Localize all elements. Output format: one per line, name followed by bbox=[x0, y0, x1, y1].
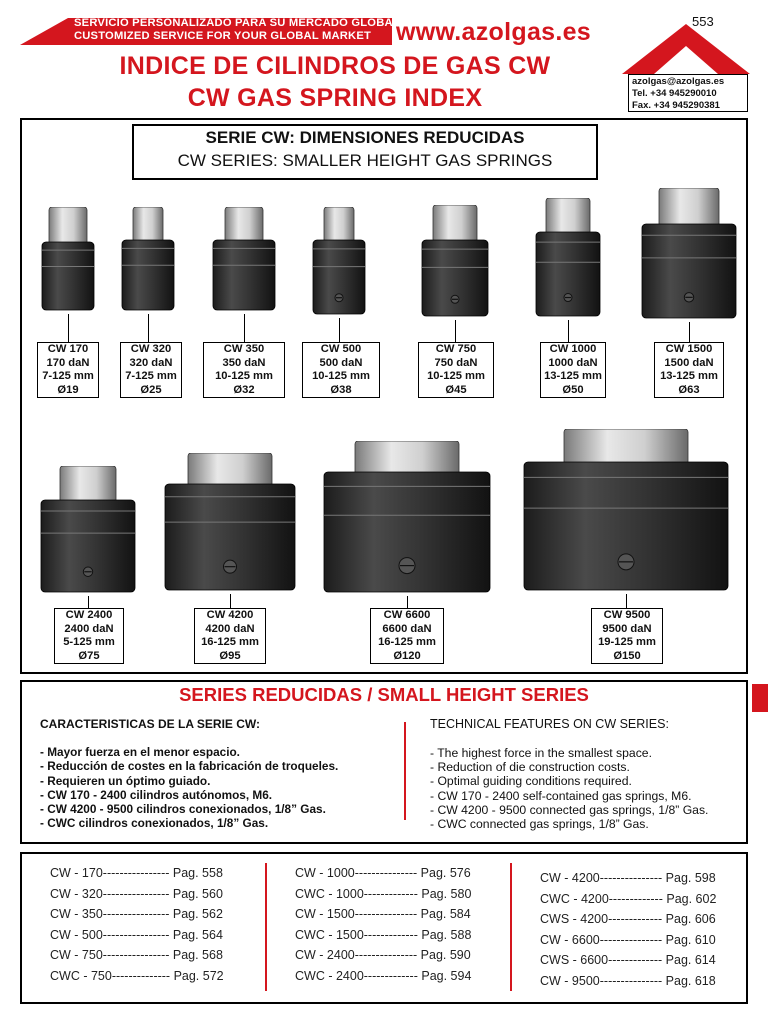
cylinder-stroke: 13-125 mm bbox=[660, 370, 718, 382]
cylinder-model: CW 9500 bbox=[603, 609, 651, 621]
cylinder-diameter: Ø45 bbox=[445, 383, 467, 396]
gas-spring-drawing bbox=[522, 429, 730, 594]
cylinder-stroke: 5-125 mm bbox=[63, 636, 115, 648]
label-leader-line bbox=[148, 314, 149, 342]
label-leader-line bbox=[689, 322, 690, 342]
index-entry[interactable]: CWC - 2400------------- Pag. 594 bbox=[295, 968, 472, 983]
index-entry[interactable]: CWS - 6600------------- Pag. 614 bbox=[540, 953, 716, 968]
gas-spring-drawing bbox=[534, 198, 602, 320]
cylinder-diameter: Ø63 bbox=[678, 383, 700, 396]
cylinder-spec-label bbox=[654, 342, 724, 398]
cylinder-force: 320 daN bbox=[129, 356, 173, 369]
cylinder-diameter: Ø120 bbox=[393, 649, 421, 662]
cylinder-diameter: Ø32 bbox=[233, 383, 255, 396]
index-entry[interactable]: CW - 2400--------------- Pag. 590 bbox=[295, 948, 471, 963]
index-entry[interactable]: CWC - 750-------------- Pag. 572 bbox=[50, 968, 224, 983]
gas-spring-drawing bbox=[311, 207, 367, 318]
series-box bbox=[132, 124, 598, 180]
index-entry[interactable]: CW - 4200--------------- Pag. 598 bbox=[540, 871, 716, 885]
cylinder-spec-label bbox=[120, 342, 182, 398]
features-list-en bbox=[430, 746, 708, 831]
gas-spring-image bbox=[522, 429, 730, 594]
gas-spring-drawing bbox=[40, 207, 96, 314]
cylinder-model: CW 750 bbox=[435, 343, 477, 355]
gas-spring-image bbox=[311, 207, 367, 318]
cylinder-model: CW 1500 bbox=[665, 343, 713, 355]
cylinder-model: CW 500 bbox=[320, 343, 362, 355]
list-item: - CW 170 - 2400 cilindros autónomos, M6. bbox=[40, 787, 273, 802]
gas-spring-drawing bbox=[640, 188, 738, 322]
azolgas-logo bbox=[622, 24, 750, 74]
label-leader-line bbox=[339, 318, 340, 342]
banner-line-es: SERVICIO PERSONALIZADO PARA SU MERCADO GLOBAL bbox=[74, 17, 400, 29]
list-item: - CWC connected gas springs, 1/8” Gas. bbox=[430, 817, 649, 832]
cylinder-spec-label bbox=[37, 342, 99, 398]
cylinder-spec-label bbox=[203, 342, 285, 398]
cylinder-force: 2400 daN bbox=[64, 622, 114, 635]
gas-spring-image bbox=[40, 207, 96, 314]
gas-spring-image bbox=[640, 188, 738, 322]
cylinder-force: 170 daN bbox=[46, 356, 90, 369]
index-entry[interactable]: CWC - 1000------------- Pag. 580 bbox=[295, 886, 472, 901]
cylinder-diameter: Ø38 bbox=[330, 383, 352, 396]
banner-line-en: CUSTOMIZED SERVICE FOR YOUR GLOBAL MARKET bbox=[74, 30, 372, 42]
index-entry[interactable]: CWC - 4200------------- Pag. 602 bbox=[540, 891, 717, 906]
gas-spring-drawing bbox=[39, 466, 137, 596]
list-item: - Optimal guiding conditions required. bbox=[430, 774, 632, 789]
features-divider bbox=[404, 722, 406, 820]
label-leader-line bbox=[407, 596, 408, 608]
list-item: - CW 4200 - 9500 cilindros conexionados, 1/8” Gas. bbox=[40, 802, 326, 817]
label-leader-line bbox=[230, 594, 231, 608]
list-item: - CWC cilindros conexionados, 1/8” Gas. bbox=[40, 816, 269, 831]
list-item: - Reduction of die construction costs. bbox=[430, 760, 630, 775]
cylinder-spec-label bbox=[54, 608, 124, 664]
cylinder-spec-label bbox=[540, 342, 606, 398]
label-leader-line bbox=[244, 314, 245, 342]
cylinder-model: CW 320 bbox=[130, 343, 172, 355]
page-number: 553 bbox=[692, 14, 714, 29]
list-item: - The highest force in the smallest space. bbox=[430, 746, 652, 760]
cylinder-model: CW 350 bbox=[223, 343, 265, 355]
gas-spring-drawing bbox=[211, 207, 277, 314]
cylinder-stroke: 10-125 mm bbox=[427, 370, 485, 382]
cylinder-force: 4200 daN bbox=[205, 622, 255, 635]
cylinder-stroke: 13-125 mm bbox=[544, 370, 602, 382]
cylinder-model: CW 170 bbox=[47, 343, 89, 355]
label-leader-line bbox=[455, 320, 456, 342]
index-divider-2 bbox=[510, 863, 512, 991]
index-entry[interactable]: CW - 750---------------- Pag. 568 bbox=[50, 948, 223, 963]
cylinder-diameter: Ø25 bbox=[140, 383, 162, 396]
page-title-es: INDICE DE CILINDROS DE GAS CW bbox=[119, 52, 551, 80]
list-item: - Reducción de costes en la fabricación de troqueles. bbox=[40, 759, 339, 774]
label-leader-line bbox=[68, 314, 69, 342]
index-entry[interactable]: CW - 500---------------- Pag. 564 bbox=[50, 927, 223, 942]
contact-fax: Fax. +34 945290381 bbox=[632, 100, 720, 111]
cylinder-force: 9500 daN bbox=[602, 622, 652, 635]
cylinder-model: CW 2400 bbox=[65, 609, 113, 621]
index-entry[interactable]: CW - 350---------------- Pag. 562 bbox=[50, 907, 223, 922]
series-title: SERIE CW: DIMENSIONES REDUCIDAS bbox=[205, 128, 525, 147]
cylinder-force: 350 daN bbox=[222, 356, 266, 369]
cylinder-spec-label bbox=[591, 608, 663, 664]
gas-spring-drawing bbox=[163, 453, 297, 594]
cylinder-stroke: 7-125 mm bbox=[42, 370, 94, 382]
index-entry[interactable]: CW - 9500--------------- Pag. 618 bbox=[540, 973, 716, 988]
cylinder-stroke: 16-125 mm bbox=[378, 636, 436, 648]
cylinder-model: CW 4200 bbox=[206, 609, 254, 621]
label-leader-line bbox=[626, 594, 627, 608]
cylinder-stroke: 10-125 mm bbox=[215, 370, 273, 382]
cylinder-diameter: Ø19 bbox=[57, 383, 79, 396]
contact-box bbox=[628, 74, 748, 112]
index-entry[interactable]: CW - 1500--------------- Pag. 584 bbox=[295, 907, 471, 922]
index-column-1 bbox=[50, 863, 224, 987]
gas-spring-image bbox=[211, 207, 277, 314]
features-list-es bbox=[40, 745, 338, 831]
cylinder-diameter: Ø150 bbox=[613, 649, 641, 662]
index-entry[interactable]: CWS - 4200------------- Pag. 606 bbox=[540, 912, 716, 927]
cylinder-force: 1500 daN bbox=[664, 356, 714, 369]
cylinder-diameter: Ø50 bbox=[562, 383, 584, 396]
index-divider-1 bbox=[265, 863, 267, 991]
cylinder-model: CW 1000 bbox=[549, 343, 597, 355]
gas-spring-drawing bbox=[322, 441, 492, 596]
gas-spring-image bbox=[163, 453, 297, 594]
index-column-2 bbox=[295, 863, 471, 987]
index-entry[interactable]: CW - 6600--------------- Pag. 610 bbox=[540, 932, 716, 947]
index-column-3 bbox=[540, 868, 716, 992]
cylinder-model: CW 6600 bbox=[383, 609, 431, 621]
index-entry[interactable]: CW - 1000--------------- Pag. 576 bbox=[295, 866, 471, 880]
cylinder-diameter: Ø75 bbox=[78, 649, 100, 662]
cylinder-spec-label bbox=[370, 608, 444, 664]
gas-spring-drawing bbox=[120, 207, 176, 314]
cylinder-spec-label bbox=[302, 342, 380, 398]
list-item: - Mayor fuerza en el menor espacio. bbox=[40, 745, 240, 759]
features-heading-en: TECHNICAL FEATURES ON CW SERIES: bbox=[430, 717, 669, 731]
list-item: - CW 170 - 2400 self-contained gas springs, M6. bbox=[430, 788, 692, 803]
cylinder-force: 6600 daN bbox=[382, 622, 432, 635]
gas-spring-image bbox=[39, 466, 137, 596]
label-leader-line bbox=[88, 596, 89, 608]
cylinder-diameter: Ø95 bbox=[219, 649, 241, 662]
cylinder-stroke: 10-125 mm bbox=[312, 370, 370, 382]
cylinder-stroke: 16-125 mm bbox=[201, 636, 259, 648]
list-item: - CW 4200 - 9500 connected gas springs, 1/8” Gas. bbox=[430, 802, 709, 817]
index-entry[interactable]: CWC - 1500------------- Pag. 588 bbox=[295, 927, 472, 942]
cylinder-spec-label bbox=[194, 608, 266, 664]
gas-spring-image bbox=[120, 207, 176, 314]
banner-text bbox=[74, 17, 400, 43]
cylinder-spec-label bbox=[418, 342, 494, 398]
features-title: SERIES REDUCIDAS / SMALL HEIGHT SERIES bbox=[179, 684, 589, 705]
gas-spring-image bbox=[420, 205, 490, 320]
page-title-en: CW GAS SPRING INDEX bbox=[187, 84, 483, 112]
list-item: - Requieren un óptimo guiado. bbox=[40, 773, 211, 788]
cylinder-stroke: 19-125 mm bbox=[598, 636, 656, 648]
cylinder-force: 500 daN bbox=[319, 356, 363, 369]
gas-spring-image bbox=[534, 198, 602, 320]
website-url[interactable]: www.azolgas.es bbox=[396, 18, 592, 46]
cylinder-force: 750 daN bbox=[434, 356, 478, 369]
features-heading-es: CARACTERISTICAS DE LA SERIE CW: bbox=[40, 717, 261, 731]
label-leader-line bbox=[568, 320, 569, 342]
cylinder-force: 1000 daN bbox=[548, 356, 598, 369]
index-entry[interactable]: CW - 320---------------- Pag. 560 bbox=[50, 886, 223, 901]
gas-spring-drawing bbox=[420, 205, 490, 320]
section-tab-marker bbox=[752, 684, 768, 712]
cylinder-stroke: 7-125 mm bbox=[125, 370, 177, 382]
series-subtitle: CW SERIES: SMALLER HEIGHT GAS SPRINGS bbox=[177, 151, 553, 170]
contact-tel: Tel. +34 945290010 bbox=[632, 88, 717, 99]
index-entry[interactable]: CW - 170---------------- Pag. 558 bbox=[50, 866, 223, 880]
gas-spring-image bbox=[322, 441, 492, 596]
contact-email[interactable]: azolgas@azolgas.es bbox=[632, 76, 725, 87]
